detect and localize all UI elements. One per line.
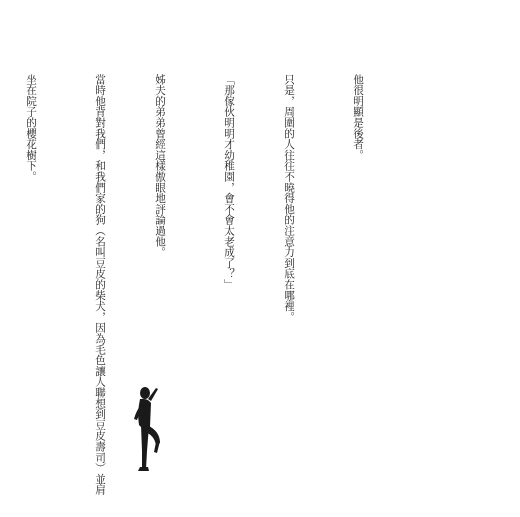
- stretching-figure-icon: [130, 385, 170, 475]
- text-column: 姊夫的弟弟曾經這樣傲眼地評論過他。: [154, 74, 166, 258]
- text-column: 他很明顯是後者。: [352, 74, 364, 161]
- text-column: 當時他背對我們，和我們家的狗（名叫豆皮的柴犬，因為毛色讓人聯想到豆皮壽司）並肩: [94, 74, 106, 496]
- text-column: 只是，周圍的人往往不曉得他的注意力到底在哪裡。: [283, 74, 295, 323]
- text-column: 坐在院子的櫻花樹下。: [25, 74, 37, 182]
- vertical-text-block: [0, 74, 408, 496]
- text-column: 「那傢伙明明才幼稚園，會不會太老成了？」: [223, 74, 235, 290]
- stretching-figure-svg: [130, 385, 170, 475]
